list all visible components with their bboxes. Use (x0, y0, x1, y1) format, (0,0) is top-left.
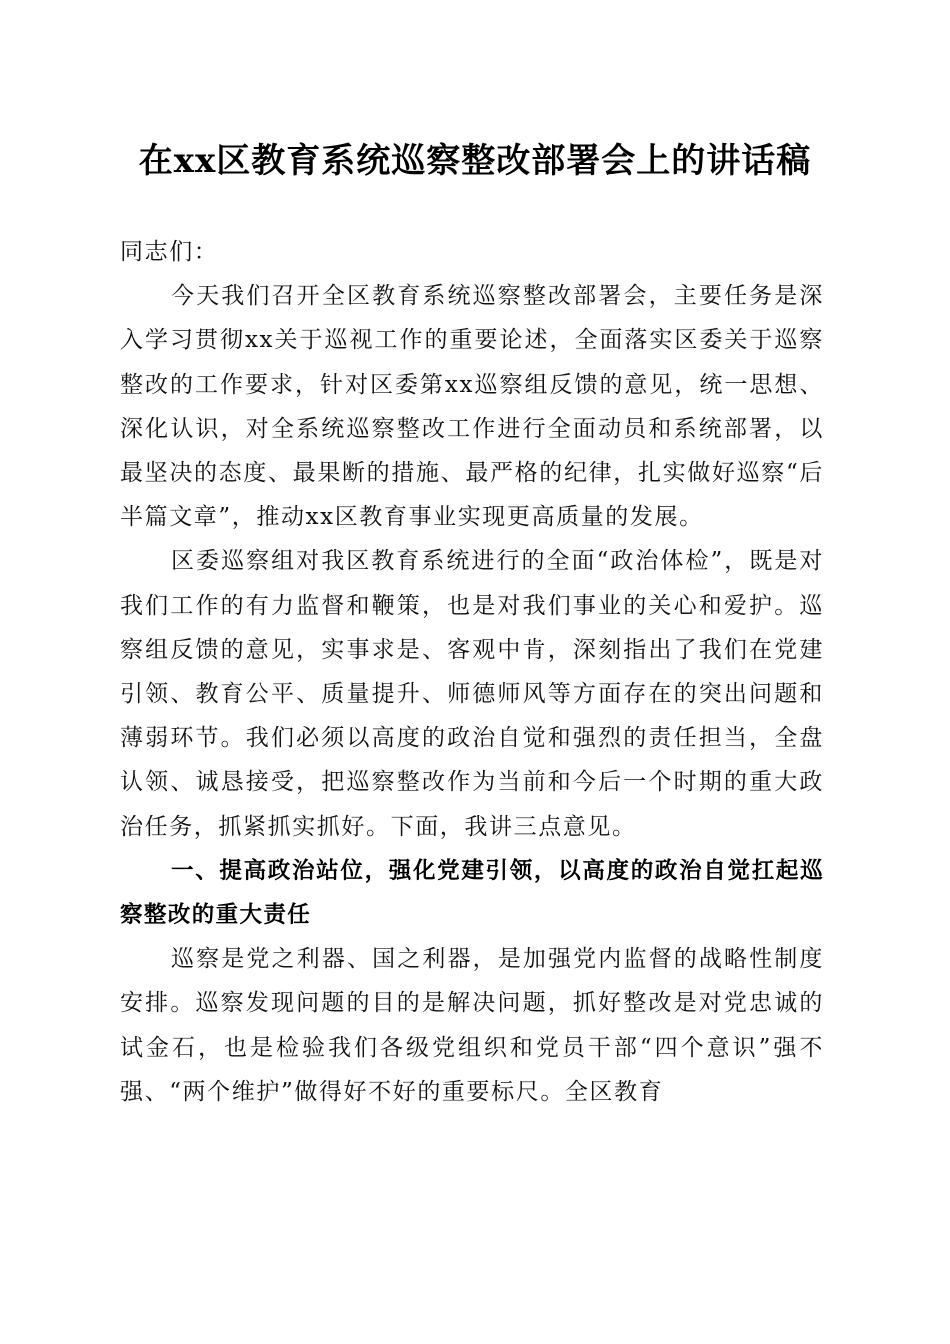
paragraph-intro: 今天我们召开全区教育系统巡察整改部署会，主要任务是深入学习贯彻xx关于巡视工作的重要论述，全面落实区委关于巡察整改的工作要求，针对区委第xx巡察组反馈的意见，统一思想、深化认识，对全系统巡察整改工作进行全面动员和系统部署，以最坚决的态度、最果断的措施、最严格的纪律，扎实做好巡察“后半篇文章”，推动xx区教育事业实现更高质量的发展。 (120, 283, 824, 531)
paragraph-inspection-feedback: 区委巡察组对我区教育系统进行的全面“政治体检”，既是对我们工作的有力监督和鞭策，也是对我们事业的关心和爱护。巡察组反馈的意见，实事求是、客观中肯，深刻指出了我们在党建引领、教育公平、质量提升、师德师风等方面存在的突出问题和薄弱环节。我们必须以高度的政治自觉和强烈的责任担当，全盘认领、诚恳接受，把巡察整改作为当前和今后一个时期的重大政治任务，抓紧抓实抓好。下面，我讲三点意见。 (120, 548, 824, 840)
document-body (120, 230, 824, 1114)
document-title: 在xx区教育系统巡察整改部署会上的讲话稿 (138, 141, 812, 181)
paragraph-section-1: 巡察是党之利器、国之利器，是加强党内监督的战略性制度安排。巡察发现问题的目的是解决问题，抓好整改是对党忠诚的试金石，也是检验我们各级党组织和党员干部“四个意识”强不强、“两个维护”做得好不好的重要标尺。全区教育 (120, 946, 824, 1105)
section-heading-1: 一、提高政治站位，强化党建引领，以高度的政治自觉扛起巡察整改的重大责任 (120, 857, 824, 929)
salutation: 同志们： (120, 239, 219, 265)
